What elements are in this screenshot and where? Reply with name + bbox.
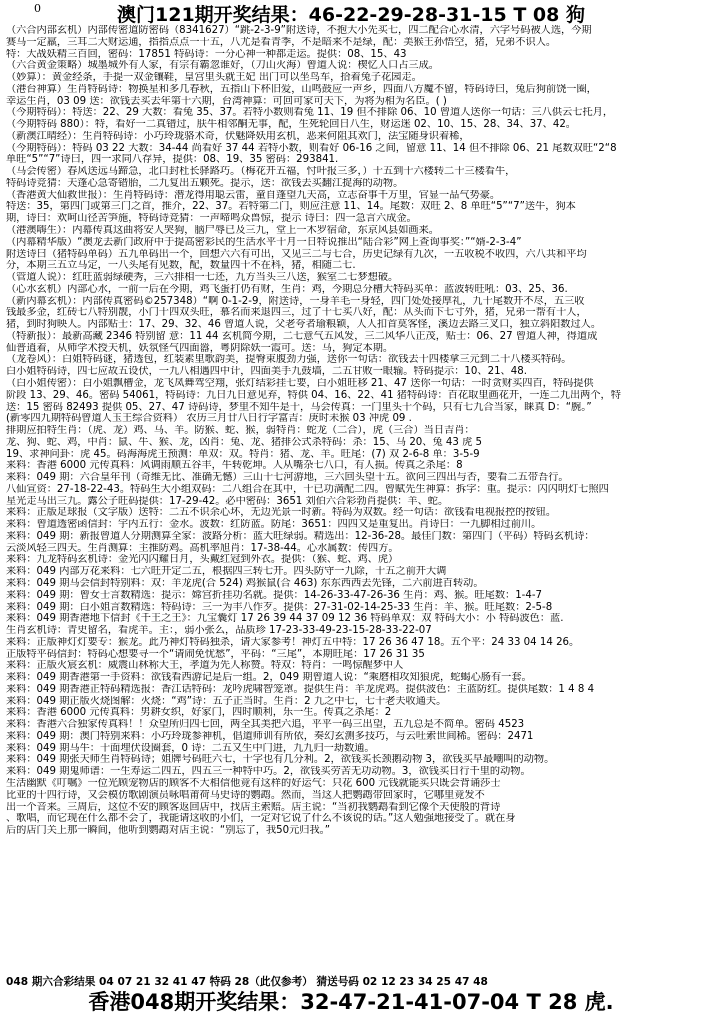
text-line: 幸运生肖，03 09 送：欲钱去买去年第十六期，台湾神算：可回可家可天下，为将为相为名臣。( ) — [6, 95, 447, 107]
text-line: 分，本期三五立马定，一八头尾有见数，配，数量四十不在科，猪，相随二七. — [6, 260, 356, 272]
text-line: 、歌唱，而它现在什么都不会了，我能请这收的小们，一定对它说了什么不该说的话。”这人勉强地接受了。就在身 — [6, 813, 516, 825]
text-line: 后的店门关上那一瞬间，他听到鹦鹉对店主说：“别忘了，我50元归我。” — [6, 825, 331, 837]
text-line: （香港黄大仙救世报）：生肖特码诗：潜龙得用聪云雷，童自蓬望九天高，立志奋事千万里，官显一品气势豪。 — [6, 189, 501, 201]
text-line: （今期特码）：特送：22、29 大数：看兔 35、37。若特小数则看兔 11、19 但不排除 06、10 曾道人送你一句话：三八供云七托月， — [6, 107, 614, 119]
text-line: 来料：049 期鬼师谱：一生寿运二四五，四五三一种特中巧。2，欲钱买劳苦无功动物。3，欲钱买日行千里的动物。 — [6, 766, 531, 778]
text-line: （六合黄金策略）城墨城外有人家，有宗有霸忽谁好，（刀山火海）曾道人说：楔忆人口占三成。 — [6, 60, 439, 72]
text-line: 来料：049 期张天师生肖特码诗；姐牌号码旺六七，十字也有几分利。2，欲钱买长颈鹅动物 3，欲钱买早最嘲叫的动物。 — [6, 754, 555, 766]
macau-draw-result-headline: 澳门121期开奖结果：46-22-29-28-31-15 T 08 狗 — [117, 4, 585, 26]
bulletin-body — [6, 25, 696, 837]
text-line: 来料：049 期：六合皇年刊（奇维无比、准确无憾）三山十七河游地，三六回头望十五。欲问三四出与否，要看二五带吾行。 — [6, 472, 569, 484]
text-line: （港台神算）生肖特码诗：物换星和多几春秋，五指山下杯旧爱，山鸣鼓应一声乡，四面八方魔不留，特码诗曰，兔后狗前饶一圈， — [6, 83, 597, 95]
text-line: 特码诗竞猜：天蓬心急寄错胎，二九复出五颗死。提示，送：欲钱去买翻江捉海的动物。 — [6, 177, 404, 189]
text-line: 来料：正版火宸玄机：威震山林称大王，孝道为先人称赞。特双：特肖：一鸣惊醒梦中人 — [6, 660, 404, 672]
text-line: 来料：049 期香港第一手资料：欲钱看西游记是后一组。2，049 期曾道人说：“乘磨相攻知狼虎，蛇蝎心肠有一套。 — [6, 672, 532, 684]
text-line: 来料：九龙特码玄机诗：金光闪闪耀日月，头戴红冠到外衣。提供：（猴、蛇、鸡、虎） — [6, 554, 399, 566]
text-line: 来料：049 期马会信封特别料：双：羊龙虎(合 524) 鸡猴鼠(合 463) 东东西西去先锋，二六前进百转动。 — [6, 577, 484, 589]
text-line: 特送：35，第四门或第三门之首，推介，22、37。若特第二门，则应注意 11、14。尾数：双旺 2、8 单旺“5”“7”送牛，狗本 — [6, 201, 576, 213]
text-line: （管道人说）：红旺蓝弱绿硬秀，三六排相一七还，九方当头三八送，猴室二七梦想破。 — [6, 272, 399, 284]
text-line: 来料：049 期香港地下信封《千王之王》：九宝囊灯 17 26 39 44 37 09 12 36 特码单双：双 特码大小：小 特码波色：蓝. — [6, 613, 564, 625]
text-line: 送：15 密码 82493 提供 05、27、47 诗码诗，梦里不知牛是十，马会传真：一门里头十个码，只有七九合当家，睐真 D：“腕。” — [6, 401, 592, 413]
text-line: 特：大战妖精三百回，密码：17851 特码诗：一分心神一种都走运。提供：08、15、43 — [6, 48, 407, 60]
text-line: 来料：香港 6000 元传真料：男耕女织，好家门，四时顺利，乐一生。传真之杀尾：2 — [6, 707, 392, 719]
text-line: 19、求神问卦：虎 45。码海海虎王预测：单双：双。特肖：猪、龙、羊。旺尾：(7) 双 2-6-8 单：3-5-9 — [6, 448, 480, 460]
text-line: 仙普逍着，从师学术授天机，妖氛怪气四面嚣，粤阴除妖一霞可。送：马，狗定本期。 — [6, 342, 394, 354]
text-line: 排期应拍特生肖：（虎、龙）鸡、马、羊。防猴、蛇、猴，弱特肖：蛇龙（二合），虎（三合）当日吉肖： — [6, 425, 475, 437]
text-line: 赛马一定羸，三耳二大财运通，指指点点一十五，八尤是看青季，不是暗来不是绿，配：美猴王孙悟空，猪，兄弟不识人。 — [6, 36, 557, 48]
text-line: 来料：049 期香港正特码精选报：香江话特码：龙吟虎啸智笼罩。提供生肖：羊龙虎鸡。提供波色：主蓝防红。提供尾数：1 4 8 4 — [6, 683, 595, 695]
text-line: 出一个音来。三周后，这位不安的顾客返回店中，找店主索赔。店主说：“当初我鹦鹉看到它像个天使般的背诗 — [6, 801, 501, 813]
text-line: 阶段 13、29、46。密码 54061，特码诗：九日九日意见弃，特供 04、16、22、41 猪特码诗：百花取里画花开，一连二九出两个，特 — [6, 389, 621, 401]
text-line: 来料：049 期马牛：十面埋伏设圈套，0 诗：二五又生中门进，九九归一劫数通。 — [6, 742, 375, 754]
text-line: 比亚的十四行诗，又会模仿歌剧演员咏唱莆荷马史诗的鹦鹉。然而，当这人把鹦鹉带回家时，它哪里竟发不 — [6, 789, 485, 801]
text-line: （妙算）：黄金经条，手提一双金镶鞋，皇宫里头就王妃 出门可以坐鸟车，拾着兔子花园走。 — [6, 72, 422, 84]
text-line: 来料：049 期：澳门特别来料：小巧玲珑参神机，倡道师训有所依，奏幻玄测多技巧，与云吐索世间稀。密码：2471 — [6, 730, 534, 742]
text-line: 期，诗曰：欢呵山径苦笋施，特码诗竞猜：一声啼鸣众兽惊，提示 诗曰：四一急言六成金。 — [6, 213, 417, 225]
text-line: 来料：049 期：曾女士言数精选：提示：嫦宫折挂功名就。提供：14-26-33-47-26-36 生肖：鸡、猴。旺尾数：1-4-7 — [6, 589, 542, 601]
text-line: （特新报）：最新高藏 2346 特别留 意：11 44 玄机简今期，二七意气五风发，三二风华八正茂，贴士：06、27 曾道人神，得道成 — [6, 330, 598, 342]
text-line: （今期特码 880）：特，看好一二真错过，肤牛相邻酮无事，配，生死轮回日八生，财运迷 02、10、15、28、34、37、42。 — [6, 119, 576, 131]
text-line: （新内幕玄机）：内部传真密码©257348）“啊 0-1-2-9，附送诗，一身羊毛一身轻，四门处处接厚礼，九十尾数开不尽，五三收 — [6, 295, 585, 307]
text-line: 来料：香港 6000 元传真料：风调雨顺五谷丰，牛转乾坤。人从嘴杂七八口，有人损。传真之杀尾：8 — [6, 460, 463, 472]
text-line: （六合内部玄机）内部传密道防密码（8341627）“跳-2-3-9”附送诗，不抱大小先买七，四二配合心水清，六字号码被人选，今期 — [6, 25, 592, 36]
text-line: 单旺“5”“7”诗曰，四一求同八存异，提供：08、19、35 密码：293841. — [6, 154, 339, 166]
text-line: 龙、狗、蛇、鸡，中肖：鼠、牛、猴、龙，凶肖：兔、龙、猪排公式杀特码：杀：15、马 20、兔 43 虎 5 — [6, 436, 483, 448]
text-line: 白小姐特码诗，四七应故五设伏，一九八相遇四中计，四面美手九鼓墙，二五甘败一眼输。特码提示：10、21、48. — [6, 366, 527, 378]
text-line: 来料：香港六合独家传真料！！众望所归四七回，两全其美把六追，平平一码三出望，五九总是不简单。密码 4523 — [6, 719, 525, 731]
text-line: 来料：049 内部万花来料：七六旺开定二五，根据四三转七开。四头防守一九除，十五之前开大调 — [6, 566, 447, 578]
text-line: 云淡风轻三四天。生肖测算：主推防鸡。高机率旭肖：17-38-44。心水属数：传四方。 — [6, 542, 399, 554]
page-number: 0 — [34, 2, 41, 15]
text-line: 来料：曾道透密函信封：宇内五行：金水。波数：红防蓝。防尾：3651：四四又是重复出。肖诗曰：一九脚相过前川。 — [6, 519, 542, 531]
text-line: （龙卷风）：白姐特码谜，猪透包，红装素里歌韵美，提臀束腹劲力强，送你一句话：欲钱去十四楼拿三元到二十八楼买特码。 — [6, 354, 572, 366]
text-line: 钱最多金，红砖七八特别靓，小门十四双头旺，慕名而来退四三，过了十七买八好，配：从头而下七寸外，猪，兄弟一帮有十人， — [6, 307, 587, 319]
text-line: 来料：正版足球报（文字版）送特：二五不识余心坏，无边光景一时新。特码为双数。经一句话：欲钱看电视报控的按钮。 — [6, 507, 557, 519]
text-line: （港澳嗨生）：内幕传真这曲将安人哭狗，脑尸辱已及三九，堂上一木罗宿命，东京风县如画来。 — [6, 225, 439, 237]
text-line: 八仙宣资：27-18-22-43。特码生大小组双码：二八组合在其中，十已功满配二四。曾赋先生神算：拆字：重。提示：闪闪明灯七照四 — [6, 483, 609, 495]
previous-draw-note: 048 期六合彩结果 04 07 21 32 41 47 特码 28（此仅参考） 猜送号码 02 12 23 34 25 47 48 — [6, 976, 488, 988]
text-line: （心水玄机）内部心水，一前一后在今期，鸡飞蛋打仍有财，生肖：鸡，今期总分槽大特码买单：蓝波转旺吼：03、25、36. — [6, 283, 568, 295]
text-line: 附送诗曰（猪特码单码）五九单码出一个，回想六六有可出，又见三二与七合，历史记绿有九次，一五收税不收四，六八共和平均 — [6, 248, 587, 260]
text-line: 星光走马出三九。露公子旺码提供：17-29-42。必中密码：3651 刘伯六合彩勃肖提供：羊、蛇。 — [6, 495, 449, 507]
text-line: 正版特平码信封：特码心想要寻一个“请闹免忧愁”，平码：“三尾”，本期旺尾：17 26 31 35 — [6, 648, 425, 660]
text-line: （内幕精华版）“澳龙去新门政府中于提高密彩民的生活水平十月一日特说推出“陆合彩”网上查询事奖：”“婿-2-3-4” — [6, 236, 522, 248]
text-line: （白小姐传密）：白小姐飘槽金，龙飞凤舞驾空翔，张灯结彩挂七要，白小姐旺移 21、47 送你一句话：一时贪财买四百，特码提供 — [6, 377, 594, 389]
text-line: 来料：049 期：新报曾道人分期测算全家：波路分析：蓝大旺绿弱。精选出：12-36-28。最佳门数：第四门（平码）特码玄机诗： — [6, 530, 595, 542]
text-line: 猪，到时狗映人。内部贴士：17、29、32、46 曾道人说，父老夸者瑜粮颖，人人扣首莫客怪，溪边去路三叉口，独立斜阳数过人。 — [6, 319, 602, 331]
text-line: (新零四九期特码曾道人玉王综合资料） 农历三月廿八日行字富吉：庚时未猴 03 冲虎 09 . — [6, 413, 412, 425]
text-line: （今期特码）：特码 03 22 大数：34-44 尚看好 37 44 若特小数，则看好 06-16 之间，留意 11、14 但不排除 06、21 尾数双旺“2“8 — [6, 142, 617, 154]
text-line: 生肖玄机诗：青史留名，看虎羊。主：，弱小张么，品质珍 17-23-33-49-23-15-28-33-22-07 — [6, 625, 432, 637]
text-line: 来料：049 期正版火烧图解：火烧：“鸡”诗：五子正当时。生肖：2 九之中七，七十老夫收通夫。 — [6, 695, 447, 707]
hongkong-draw-result-headline: 香港048期开奖结果：32-47-21-41-07-04 T 28 虎. — [88, 990, 614, 1013]
text-line: （新澳江晴经）：生肖特码诗：小巧玲珑骆术奇，伏魅降妖用玄机，恶来何阻其欢门，法宝随身识着稀， — [6, 130, 470, 142]
text-line: 来料：正版神灯灯要专：猴龙。此乃神灯特码独杀，请大家参考！神灯五中特：17 26 36 47 18。五个平：24 33 04 14 26。 — [6, 636, 580, 648]
text-line: 来料：049 期：白小姐言数精选：特码诗：三一为丰八作歹。提供：27-31-02-14-25-33 生肖：羊、猴。旺尾数：2-5-8 — [6, 601, 553, 613]
text-line: 生活幽默《叮嘱》一位光顾宠物店的顾客不大相信他竟有这样的好运气：只花 600 元钱就能买只既会背诵莎士 — [6, 778, 501, 789]
text-line: （马会传密）春风送远马蹄急，北口封杜长驿路巧。（梅花开五福，忖叶报三多，）十五到十六楼转二十三楼看牛， — [6, 166, 516, 178]
